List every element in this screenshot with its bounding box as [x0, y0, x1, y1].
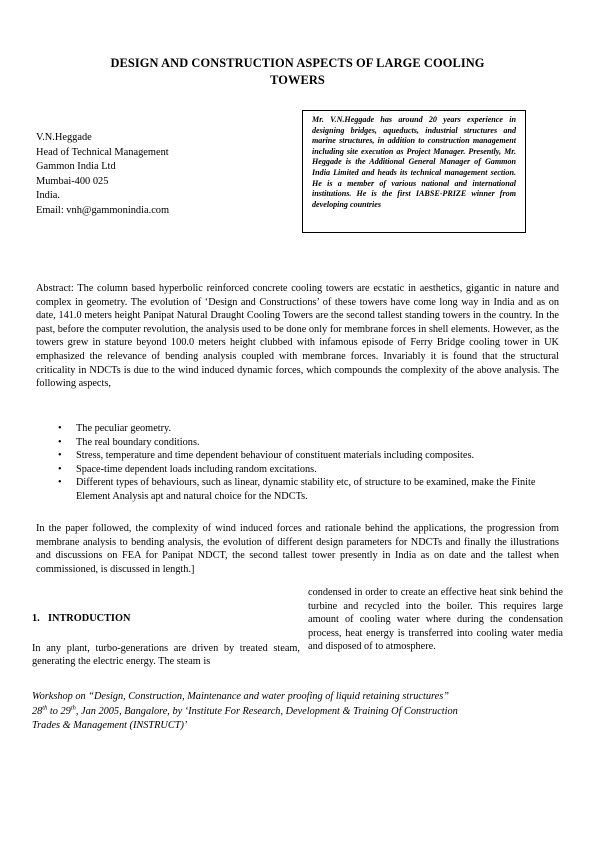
list-item: [36, 463, 559, 477]
footer-date-mid: to 29: [47, 705, 71, 717]
section-number: 1.: [32, 613, 40, 624]
list-item-text: Space-time dependent loads including random excitations.: [76, 463, 317, 475]
footer-sup-1: th: [42, 704, 48, 712]
bullet-icon: •: [58, 477, 62, 489]
intro-text-right: condensed in order to create an effective heat sink behind the turbine and recycled into the boiler. This requires large amount of cooling water where during the condensation process, heat energy is transferred into cooling water media and disposed of to atmosphere.: [308, 587, 563, 653]
section-title: INTRODUCTION: [48, 613, 131, 624]
title-line-2: TOWERS: [270, 73, 325, 87]
list-item-text: The real boundary conditions.: [76, 436, 200, 448]
bullet-icon: •: [58, 436, 62, 448]
bullet-icon: •: [58, 463, 62, 475]
list-item: [36, 436, 559, 450]
author-position: Head of Technical Management: [36, 146, 169, 158]
author-company: Gammon India Ltd: [36, 161, 116, 172]
list-item: [36, 422, 559, 436]
footer-date-rest: , Jan 2005, Bangalore, by ‘Institute For Research, Development & Training Of Construction: [75, 705, 458, 717]
list-item: [36, 449, 559, 463]
author-country: India.: [36, 190, 60, 201]
footer-date-start: 28: [32, 705, 43, 717]
list-item: [36, 476, 559, 503]
aspects-list: [36, 422, 559, 504]
list-item-text: Different types of behaviours, such as linear, dynamic stability etc, of structure to be examined, make the Finite Element Analysis apt and natural choice for the NDCTs.: [76, 477, 536, 502]
footer-sup-2: th: [70, 704, 76, 712]
list-item-text: Stress, temperature and time dependent behaviour of constituent materials including composites.: [76, 450, 475, 462]
footer-line-3: Trades & Management (INSTRUCT)’: [32, 720, 188, 731]
left-column: [32, 612, 300, 669]
title-line-1: DESIGN AND CONSTRUCTION ASPECTS OF LARGE COOLING: [110, 56, 485, 70]
paper-title: [40, 55, 555, 89]
author-name: V.N.Heggade: [36, 132, 92, 143]
author-bio-box: Mr. V.N.Heggade has around 20 years experience in designing bridges, aqueducts, industrial structures and marine structures, in addition to construction management including site execution as Project Manager. Presently, Mr. Heggade is the Additional General Manager of Gammon India Limited and heads its technical management section. He is a member of various national and international institutions. He is the first IABSE-PRIZE winner from developing countries: [302, 110, 526, 233]
footer-line-1: Workshop on “Design, Construction, Maintenance and water proofing of liquid retaining structures”: [32, 691, 449, 702]
list-item-text: The peculiar geometry.: [76, 423, 172, 434]
author-city: Mumbai-400 025: [36, 175, 109, 187]
footer-line-2: [32, 705, 562, 720]
bullet-icon: •: [58, 450, 62, 462]
intro-text-left: In any plant, turbo-generations are driven by treated steam, generating the electric energy. The steam is: [32, 642, 300, 668]
bullet-icon: •: [58, 423, 62, 434]
author-block: [36, 131, 169, 218]
author-email[interactable]: Email: vnh@gammonindia.com: [36, 204, 170, 216]
summary-paragraph: In the paper followed, the complexity of wind induced forces and rationale behind the applications, the progression from membrane analysis to bending analysis, the evolution of different design parameters for NDCTs and finally the illustrations and discussions on FEA for Panipat NDCT, the second tallest tower presently in India as on date and the tallest when commissioned, is discussed in length.]: [36, 523, 559, 575]
section-heading: [32, 612, 300, 626]
workshop-footer: [32, 690, 562, 734]
abstract-paragraph: Abstract: The column based hyperbolic reinforced concrete cooling towers are ecstatic in aesthetics, gigantic in nature and complex in geometry. The evolution of ‘Design and Constructions’ of these towers have come long way in India and as on date, 141.0 meters height Panipat Natural Draught Cooling Towers are the second tallest standing towers in the country. In the past, before the computer revolution, the analysis used to be done only for membrane forces in shell elements. However, as the towers grew in stature beyond 100.0 meters height clubbed with infamous episode of Ferry Bridge cooling tower in UK emphasized the relevance of bending analysis coupled with membrane forces. Invariably it is found that the structural criticality in NDCTs is due to the wind induced dynamic forces, which compounds the complexity of the above analysis. The following aspects,: [36, 283, 559, 390]
